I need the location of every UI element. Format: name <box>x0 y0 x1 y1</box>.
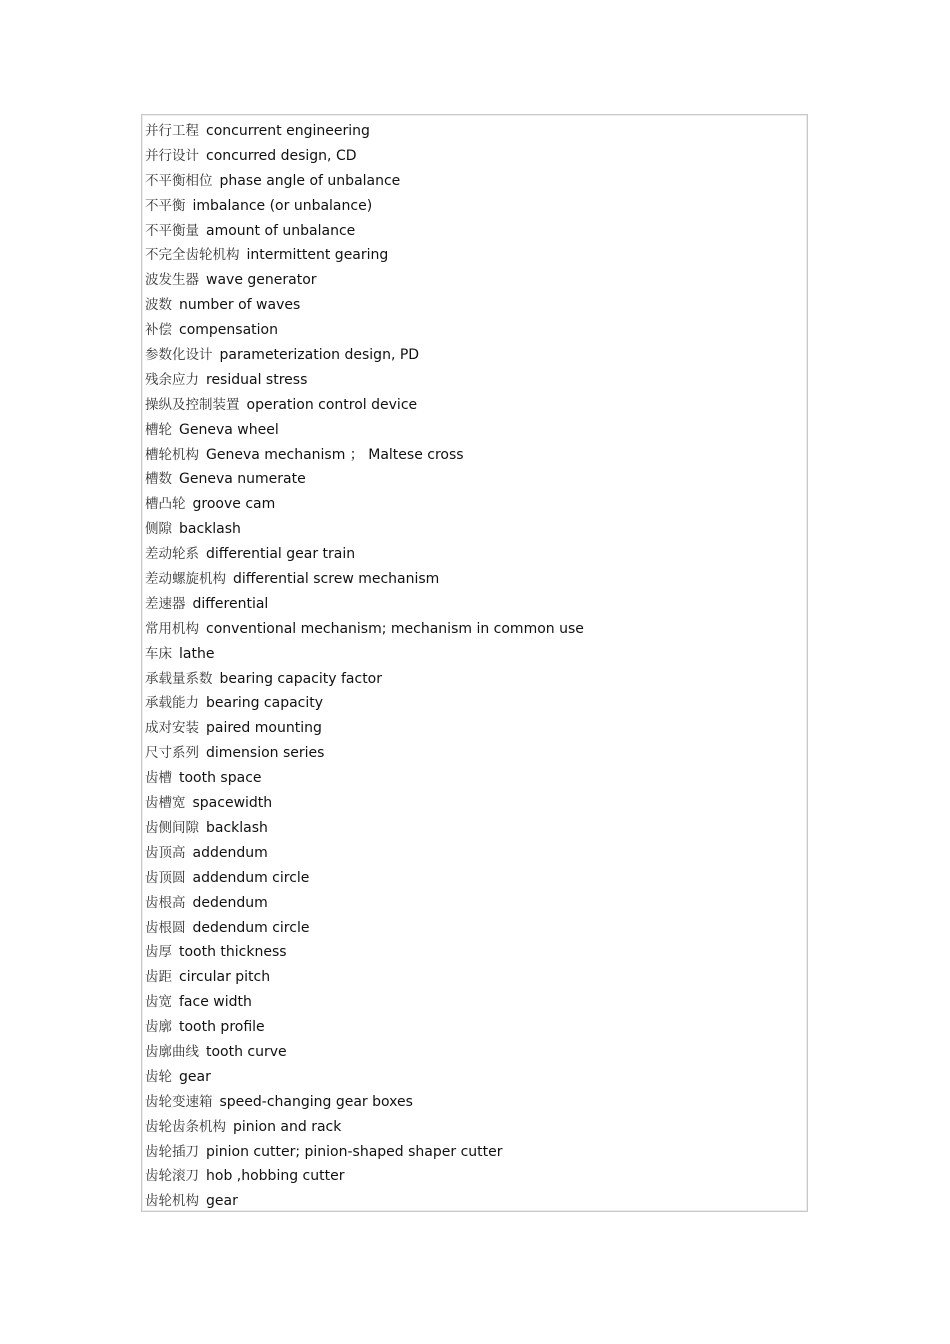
english-term: amount of unbalance <box>206 222 356 239</box>
glossary-entry <box>145 343 803 368</box>
chinese-term: 齿距 <box>145 969 172 986</box>
english-term: gear <box>179 1068 211 1085</box>
glossary-entry <box>145 418 803 443</box>
glossary-entry <box>145 567 803 592</box>
english-term: hob ,hobbing cutter <box>206 1168 345 1185</box>
glossary-entry <box>145 517 803 542</box>
glossary-table <box>141 114 808 1212</box>
chinese-term: 齿轮变速箱 <box>145 1093 213 1110</box>
english-term: Geneva numerate <box>179 471 306 488</box>
chinese-term: 侧隙 <box>145 521 172 538</box>
glossary-entry <box>145 866 803 891</box>
chinese-term: 成对安装 <box>145 720 199 737</box>
glossary-entry <box>145 169 803 194</box>
english-term: tooth curve <box>206 1043 287 1060</box>
english-term: spacewidth <box>192 795 273 812</box>
glossary-entry <box>145 1015 803 1040</box>
english-term: addendum <box>192 844 268 861</box>
glossary-entry <box>145 916 803 941</box>
english-term: dedendum circle <box>192 919 310 936</box>
glossary-entry <box>145 1040 803 1065</box>
english-term: pinion cutter; pinion-shaped shaper cutter <box>206 1143 503 1160</box>
glossary-entry <box>145 691 803 716</box>
english-term: Geneva mechanism ； Maltese cross <box>206 446 464 463</box>
chinese-term: 齿侧间隙 <box>145 819 199 836</box>
chinese-term: 齿根高 <box>145 894 186 911</box>
glossary-entry <box>145 243 803 268</box>
glossary-entry <box>145 119 803 144</box>
chinese-term: 承载能力 <box>145 695 199 712</box>
english-term: tooth profile <box>179 1019 265 1036</box>
glossary-entry <box>145 318 803 343</box>
chinese-term: 差动轮系 <box>145 546 199 563</box>
glossary-list <box>145 119 803 1212</box>
english-term: phase angle of unbalance <box>219 172 401 189</box>
english-term: compensation <box>179 322 278 339</box>
english-term: intermittent gearing <box>246 247 389 264</box>
glossary-entry <box>145 368 803 393</box>
english-term: addendum circle <box>192 869 310 886</box>
chinese-term: 车床 <box>145 645 172 662</box>
chinese-term: 操纵及控制装置 <box>145 396 240 413</box>
english-term: operation control device <box>246 396 418 413</box>
english-term: circular pitch <box>179 969 271 986</box>
chinese-term: 并行设计 <box>145 147 199 164</box>
chinese-term: 齿槽 <box>145 770 172 787</box>
english-term: paired mounting <box>206 720 322 737</box>
chinese-term: 并行工程 <box>145 123 199 139</box>
chinese-term: 齿廓曲线 <box>145 1043 199 1060</box>
glossary-entry <box>145 592 803 617</box>
chinese-term: 齿廓 <box>145 1019 172 1036</box>
glossary-entry <box>145 816 803 841</box>
english-term: bearing capacity <box>206 695 324 712</box>
english-term: imbalance (or unbalance) <box>192 197 373 214</box>
glossary-entry <box>145 891 803 916</box>
chinese-term: 不平衡相位 <box>145 172 213 189</box>
glossary-entry <box>145 965 803 990</box>
glossary-entry <box>145 667 803 692</box>
glossary-entry <box>145 791 803 816</box>
chinese-term: 承载量系数 <box>145 670 213 687</box>
chinese-term: 齿厚 <box>145 944 172 961</box>
chinese-term: 波发生器 <box>145 272 199 289</box>
glossary-entry <box>145 393 803 418</box>
glossary-entry <box>145 268 803 293</box>
glossary-entry <box>145 443 803 468</box>
chinese-term: 参数化设计 <box>145 347 213 364</box>
glossary-entry <box>145 1189 803 1212</box>
glossary-entry <box>145 766 803 791</box>
glossary-entry <box>145 219 803 244</box>
chinese-term: 波数 <box>145 297 172 314</box>
glossary-entry <box>145 716 803 741</box>
glossary-entry <box>145 1065 803 1090</box>
glossary-entry <box>145 617 803 642</box>
chinese-term: 槽轮 <box>145 421 172 438</box>
chinese-term: 槽凸轮 <box>145 496 186 513</box>
chinese-term: 齿槽宽 <box>145 795 186 812</box>
glossary-entry <box>145 293 803 318</box>
chinese-term: 不平衡量 <box>145 222 199 239</box>
chinese-term: 槽数 <box>145 471 172 488</box>
english-term: differential screw mechanism <box>233 571 440 588</box>
glossary-entry <box>145 642 803 667</box>
glossary-entry <box>145 194 803 219</box>
glossary-entry <box>145 1115 803 1140</box>
chinese-term: 不平衡 <box>145 197 186 214</box>
english-term: pinion and rack <box>233 1118 342 1135</box>
chinese-term: 差动螺旋机构 <box>145 571 226 588</box>
glossary-entry <box>145 542 803 567</box>
chinese-term: 差速器 <box>145 595 186 612</box>
english-term: backlash <box>206 819 268 836</box>
chinese-term: 槽轮机构 <box>145 446 199 463</box>
english-term: tooth thickness <box>179 944 287 961</box>
english-term: face width <box>179 994 252 1011</box>
english-term: speed-changing gear boxes <box>219 1093 413 1110</box>
chinese-term: 齿轮插刀 <box>145 1143 199 1160</box>
english-term: residual stress <box>206 371 308 388</box>
english-term: parameterization design, PD <box>219 347 420 364</box>
english-term: number of waves <box>179 297 301 314</box>
glossary-entry <box>145 1090 803 1115</box>
glossary-entry <box>145 467 803 492</box>
chinese-term: 齿轮齿条机构 <box>145 1118 226 1135</box>
english-term: concurred design, CD <box>206 147 357 164</box>
english-term: differential gear train <box>206 546 356 563</box>
chinese-term: 补偿 <box>145 322 172 339</box>
english-term: wave generator <box>206 272 317 289</box>
glossary-entry <box>145 492 803 517</box>
glossary-entry <box>145 741 803 766</box>
english-term: concurrent engineering <box>206 123 370 139</box>
glossary-entry <box>145 1140 803 1165</box>
chinese-term: 不完全齿轮机构 <box>145 247 240 264</box>
glossary-entry <box>145 940 803 965</box>
chinese-term: 齿顶圆 <box>145 869 186 886</box>
english-term: dedendum <box>192 894 268 911</box>
chinese-term: 尺寸系列 <box>145 745 199 762</box>
chinese-term: 齿根圆 <box>145 919 186 936</box>
glossary-entry <box>145 990 803 1015</box>
chinese-term: 齿宽 <box>145 994 172 1011</box>
english-term: backlash <box>179 521 241 538</box>
english-term: groove cam <box>192 496 276 513</box>
chinese-term: 齿轮滚刀 <box>145 1168 199 1185</box>
chinese-term: 齿轮机构 <box>145 1193 199 1210</box>
english-term: lathe <box>179 645 215 662</box>
glossary-entry <box>145 1164 803 1189</box>
english-term: differential <box>192 595 269 612</box>
english-term: gear <box>206 1193 238 1210</box>
english-term: tooth space <box>179 770 262 787</box>
chinese-term: 常用机构 <box>145 620 199 637</box>
chinese-term: 齿轮 <box>145 1068 172 1085</box>
english-term: bearing capacity factor <box>219 670 383 687</box>
glossary-entry <box>145 841 803 866</box>
chinese-term: 残余应力 <box>145 371 199 388</box>
english-term: dimension series <box>206 745 325 762</box>
english-term: conventional mechanism; mechanism in common use <box>206 620 584 637</box>
english-term: Geneva wheel <box>179 421 279 438</box>
chinese-term: 齿顶高 <box>145 844 186 861</box>
glossary-entry <box>145 144 803 169</box>
